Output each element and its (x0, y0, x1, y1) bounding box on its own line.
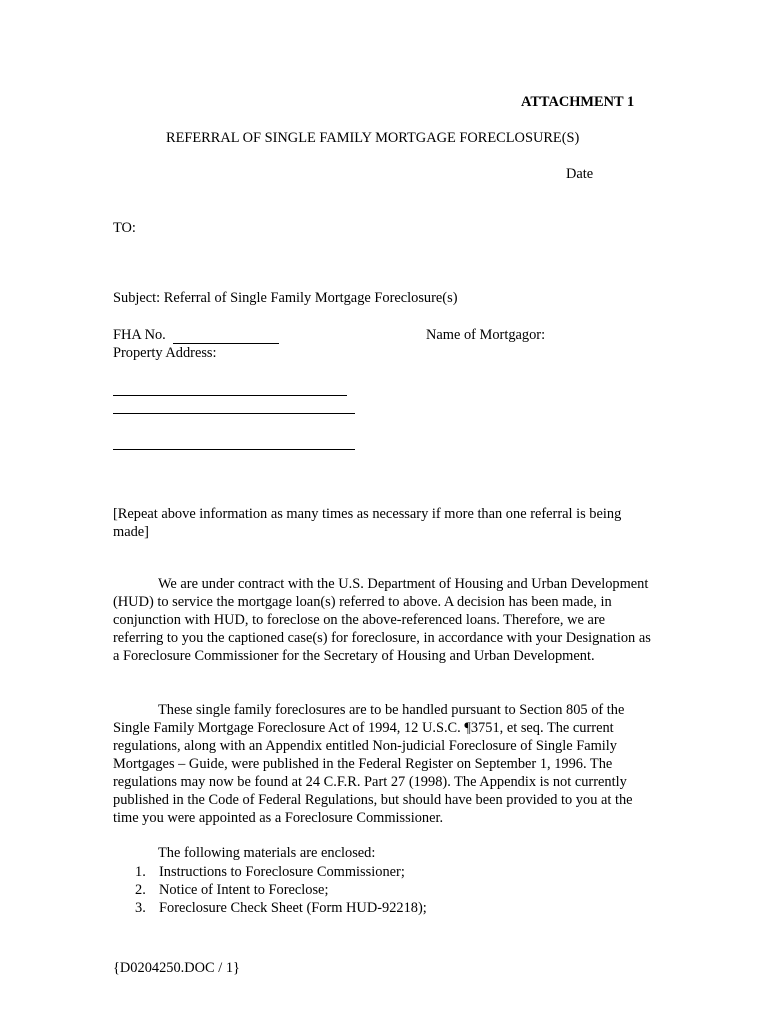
address-line-2 (113, 413, 355, 414)
paragraph-regulations: These single family foreclosures are to be handled pursuant to Section 805 of the Single Family Mortgage Foreclosure Act of 1994, 12 U.S.C. ¶3751, et seq. The current regulations, along with an Appendix entitled Non-judicial Foreclosure of Single Family Mortgages – Guide, were published in the Federal Register on September 1, 1996. The regulations may now be found at 24 C.F.R. Part 27 (1998). The Appendix is not currently published in the Code of Federal Regulations, but should have been provided to you at the time you were appointed as a Foreclosure Commissioner. (113, 702, 633, 826)
document-title: REFERRAL OF SINGLE FAMILY MORTGAGE FORECLOSURE(S) (166, 130, 580, 146)
date-label: Date (566, 166, 594, 182)
list-item: 1. Instructions to Foreclosure Commissioner; (135, 864, 405, 880)
subject-line: Subject: Referral of Single Family Mortgage Foreclosure(s) (113, 290, 458, 306)
property-address-label: Property Address: (113, 345, 217, 361)
fha-number-label: FHA No. (113, 327, 166, 343)
repeat-instruction: [Repeat above information as many times as necessary if more than one referral is being made] (113, 506, 622, 540)
document-footer-id: {D0204250.DOC / 1} (113, 960, 240, 976)
attachment-label: ATTACHMENT 1 (521, 94, 635, 110)
paragraph-contract: We are under contract with the U.S. Department of Housing and Urban Development (HUD) to service the mortgage loan(s) referred to above. A decision has been made, in conjunction with HUD, to foreclose on the above-referenced loans. Therefore, we are referring to you the captioned case(s) for foreclosure, in accordance with your Designation as a Foreclosure Commissioner for the Secretary of Housing and Urban Development. (113, 576, 651, 664)
fha-number-blank (173, 343, 279, 344)
mortgagor-label: Name of Mortgagor: (426, 327, 546, 343)
address-line-1 (113, 395, 347, 396)
to-label: TO: (113, 220, 136, 236)
enclosures-list (113, 863, 427, 917)
list-item: 2. Notice of Intent to Foreclose; (135, 882, 329, 898)
address-line-3 (113, 449, 355, 450)
list-item: 3. Foreclosure Check Sheet (Form HUD-92218); (135, 900, 427, 916)
enclosures-intro: The following materials are enclosed: (158, 845, 376, 861)
